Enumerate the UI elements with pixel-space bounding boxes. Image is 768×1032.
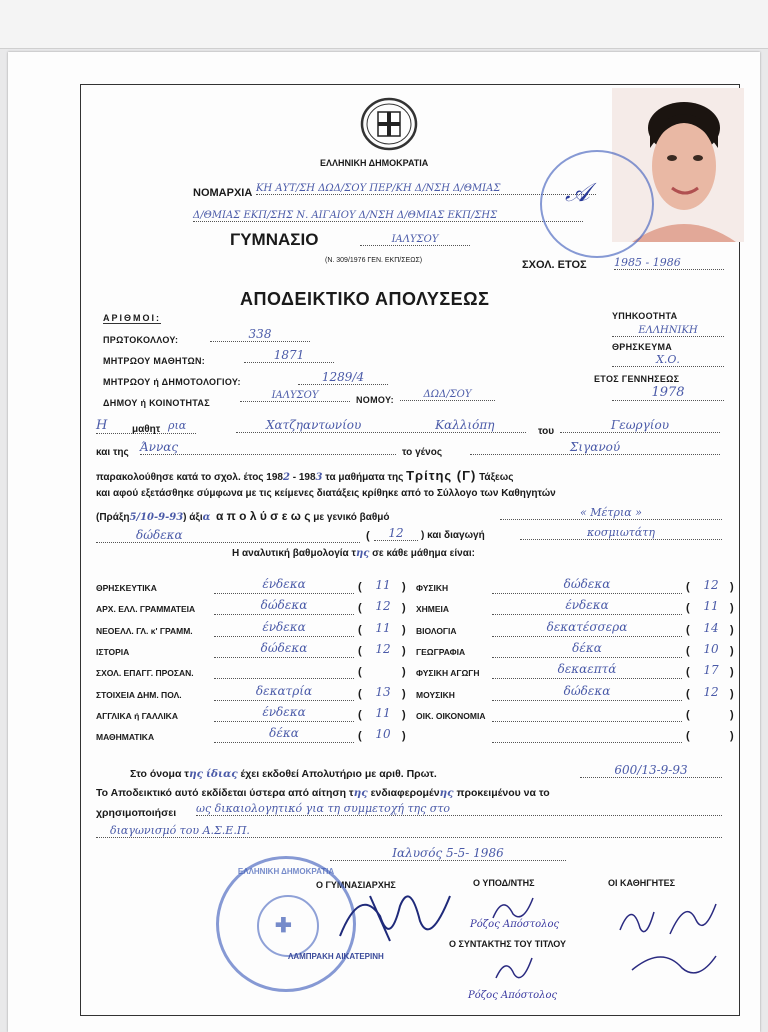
- grade-row: [416, 728, 742, 744]
- analytic-text: Η αναλυτική βαθμολογία τ: [232, 548, 356, 559]
- religion-value: Χ.Ο.: [612, 353, 724, 367]
- student-role: μαθητ: [132, 424, 161, 435]
- prefecture-number-value: ΔΩΔ/ΣΟΥ: [400, 389, 495, 401]
- grade-number: 11: [375, 705, 391, 720]
- father-name: Γεωργίου: [560, 418, 720, 433]
- director-name: ΛΑΜΠΡΑΚΗ ΑΙΚΑΤΕΡΙΝΗ: [288, 952, 384, 961]
- issued-hand-1: ης: [189, 768, 204, 780]
- praxis-value: 5/10-9-93: [129, 512, 184, 523]
- grade-paren-open: (: [686, 623, 690, 636]
- issued-pre: Στο όνομα τ: [130, 768, 189, 780]
- top-strip: [0, 0, 768, 49]
- student-given-name: Καλλιόπη: [435, 418, 495, 432]
- request-hand-2: ης: [439, 787, 454, 799]
- analytic-hand: ης: [355, 548, 370, 559]
- request-line: [96, 787, 550, 799]
- school-year-label: ΣΧΟΛ. ΕΤΟΣ: [522, 259, 587, 271]
- examination-line: και αφού εξετάσθηκε σύμφωνα με τις κείμενες διατάξεις κρίθηκε από το Σύλλογο των Καθηγητών: [96, 488, 556, 499]
- grade-paren-close: ): [730, 623, 734, 636]
- grade-row: [416, 579, 742, 595]
- mother-name: Άννας: [140, 440, 396, 455]
- grade-number-open: (: [366, 530, 370, 542]
- grade-paren-open: (: [358, 708, 362, 721]
- document-title: ΑΠΟΔΕΙΚΤΙΚΟ ΑΠΟΛΥΣΕΩΣ: [240, 289, 490, 309]
- subject-label: ΦΥΣΙΚΗ ΑΓΩΓΗ: [416, 668, 480, 679]
- photo-signature: 𝒜: [565, 178, 590, 208]
- drafter-label: Ο ΣΥΝΤΑΚΤΗΣ ΤΟΥ ΤΙΤΛΟΥ: [449, 939, 567, 949]
- protocol-label: ΠΡΩΤΟΚΟΛΛΟΥ:: [103, 335, 179, 345]
- grade-paren-open: (: [686, 687, 690, 700]
- grade-number: 11: [703, 599, 719, 614]
- municipality-label: ΔΗΜΟΥ ή ΚΟΙΝΟΤΗΤΑΣ: [103, 398, 210, 408]
- grade-paren-close: ): [402, 581, 406, 593]
- with-grade-text: με γενικό βαθμό: [313, 512, 390, 523]
- grade-words: ένδεκα: [214, 705, 354, 722]
- grade-words: ένδεκα: [214, 620, 354, 637]
- praxis-label: (Πράξη: [96, 512, 130, 523]
- subject-label: ΧΗΜΕΙΑ: [416, 604, 450, 615]
- prefecture-label: ΝΟΜΑΡΧΙΑ: [193, 187, 253, 199]
- prefecture-value: ΚΗ ΑΥΤ/ΣΗ ΔΩΔ/ΣΟΥ ΠΕΡ/ΚΗ Δ/ΝΣΗ Δ/ΘΜΙΑΣ: [256, 183, 596, 195]
- grade-paren-open: (: [358, 581, 362, 593]
- grade-row: [96, 579, 414, 595]
- grade-words: ένδεκα: [214, 577, 354, 594]
- grade-paren-close: ): [730, 666, 734, 679]
- school-name: ΙΑΛΥΣΟΥ: [360, 234, 470, 246]
- grade-row: [96, 728, 414, 744]
- subject-label: ΝΕΟΕΛΛ. ΓΛ. κ' ΓΡΑΜΜ.: [96, 625, 193, 636]
- municipality-value: ΙΑΛΥΣΟΥ: [240, 390, 350, 402]
- analytic-line: [232, 548, 475, 559]
- classes-text: τα μαθήματα της: [325, 472, 404, 483]
- seal-cross-icon: ✚: [275, 915, 292, 937]
- subject-label: ΒΙΟΛΟΓΙΑ: [416, 625, 457, 636]
- attended-text: παρακολούθησε κατά το σχολ. έτος 198: [96, 472, 283, 483]
- praxis-close: ): [183, 512, 187, 523]
- attendance-line: [96, 468, 513, 483]
- year-from: 2: [282, 472, 290, 483]
- law-reference: (Ν. 309/1976 ΓΕΝ. ΕΚΠ/ΣΕΩΣ): [325, 257, 423, 264]
- grade-paren-close: ): [730, 644, 734, 657]
- grade-number: 11: [375, 578, 391, 592]
- class-word: Τάξεως: [479, 472, 514, 483]
- request-hand: ης: [353, 787, 368, 799]
- apolysis-text: α π ο λ ύ σ ε ω ς: [215, 509, 311, 523]
- grade-number: 12: [375, 641, 391, 656]
- conduct-label-text: και διαγωγή: [427, 530, 485, 541]
- grade-paren-open: (: [686, 581, 690, 593]
- genos-label: το γένος: [402, 447, 443, 458]
- grade-number: 10: [375, 727, 391, 742]
- subject-label: ΣΧΟΛ. ΕΠΑΓΓ. ΠΡΟΣΑΝ.: [96, 668, 194, 679]
- subject-label: ΑΓΓΛΙΚΑ ή ΓΑΛΛΙΚΑ: [96, 710, 178, 721]
- request-mid: ενδιαφερομέν: [370, 787, 440, 799]
- grade-words: [214, 662, 354, 679]
- grade-row: [416, 683, 742, 702]
- grade-row: [96, 704, 414, 723]
- student-surname: Χατζηαντωνίου: [266, 418, 362, 432]
- use-label: χρησιμοποιήσει: [96, 807, 177, 819]
- grade-row: [96, 683, 414, 702]
- grade-paren-open: (: [358, 623, 362, 636]
- vice-director-name: Ρόζος Απόστολος: [470, 919, 560, 930]
- axi-text: άξι: [189, 512, 203, 523]
- conduct-label: ) και διαγωγή: [421, 530, 485, 541]
- student-prefix-text: Η: [96, 418, 108, 433]
- grade-paren-open: (: [358, 602, 362, 615]
- grade-paren-close: ): [402, 708, 406, 721]
- protocol-value: 338: [210, 327, 310, 342]
- issued-hand-2: ίδιας: [205, 768, 238, 780]
- grade-paren-close: ): [402, 644, 406, 657]
- subject-label: ΙΣΤΟΡΙΑ: [96, 646, 130, 657]
- vice-director-label: Ο ΥΠΟΔ/ΝΤΗΣ: [473, 878, 535, 888]
- teachers-signatures: [612, 890, 722, 990]
- grade-words: δέκα: [214, 726, 354, 743]
- year-to: 3: [315, 472, 323, 483]
- request-pre: Το Αποδεικτικό αυτό εκδίδεται ύστερα από αίτηση τ: [96, 787, 354, 799]
- analytic-end: σε κάθε μάθημα είναι:: [372, 548, 475, 559]
- grade-paren-close: ): [402, 687, 406, 700]
- grade-paren-close: ): [730, 687, 734, 700]
- grade-number: 10: [703, 641, 719, 656]
- grade-paren-close: ): [402, 730, 406, 743]
- grade-row: [416, 600, 742, 616]
- photo-stamp: [540, 150, 654, 258]
- grade-words: δεκαεπτά: [492, 662, 682, 679]
- grade-paren-open: (: [686, 602, 690, 615]
- drafter-signature: [492, 952, 536, 988]
- grade-words: [492, 705, 682, 722]
- subject-label: ΓΕΩΓΡΑΦΙΑ: [416, 646, 466, 657]
- of-label: του: [538, 426, 555, 437]
- prefecture-number-label: ΝΟΜΟΥ:: [356, 395, 394, 405]
- subject-label: ΦΥΣΙΚΗ: [416, 583, 449, 593]
- grade-paren-open: (: [686, 666, 690, 679]
- issued-line: [130, 768, 437, 780]
- subject-label: ΜΑΘΗΜΑΤΙΚΑ: [96, 732, 155, 743]
- use-purpose-2: διαγωνισμό του Α.Σ.Ε.Π.: [96, 824, 722, 838]
- vice-director-signature: [488, 890, 538, 926]
- grade-number: 17: [703, 663, 719, 678]
- grade-words: δέκα: [492, 641, 682, 658]
- grade-number: 12: [703, 578, 719, 592]
- grade-paren-close: ): [402, 602, 406, 615]
- director-label: Ο ΓΥΜΝΑΣΙΑΡΧΗΣ: [316, 880, 396, 890]
- birth-year-value: 1978: [612, 385, 724, 401]
- school-type: ΓΥΜΝΑΣΙΟ: [230, 230, 319, 249]
- grade-words: ένδεκα: [492, 598, 682, 615]
- subject-label: ΘΡΗΣΚΕΥΤΙΚΑ: [96, 583, 157, 593]
- grade-row: [416, 640, 742, 659]
- grade-paren-open: (: [686, 730, 690, 743]
- grade-row: [96, 600, 414, 616]
- student-role-hand: ρια: [168, 419, 187, 432]
- student-reg-label: ΜΗΤΡΩΟΥ ΜΑΘΗΤΩΝ:: [103, 356, 206, 366]
- axi-hand: α: [202, 512, 211, 523]
- conduct-value: κοσμιωτάτη: [520, 526, 722, 540]
- grade-paren-open: (: [358, 666, 362, 679]
- school-year-value: 1985 - 1986: [614, 256, 724, 270]
- grade-words: δώδεκα: [492, 577, 682, 594]
- praxis-line: [96, 509, 390, 523]
- religion-label: ΘΡΗΣΚΕΥΜΑ: [612, 342, 673, 352]
- grade-words: δώδεκα: [214, 641, 354, 658]
- mother-maiden-name: Σιγανού: [470, 440, 720, 455]
- grade-paren-close: ): [730, 708, 734, 721]
- grade-number: 13: [375, 684, 391, 699]
- grade-paren-close: ): [730, 581, 734, 593]
- grade-row: [96, 640, 414, 659]
- grade-paren-close: ): [402, 623, 406, 636]
- grade-number: 12: [375, 599, 391, 614]
- grade-words: δώδεκα: [214, 598, 354, 615]
- issue-date: Ιαλυσός 5-5- 1986: [330, 846, 566, 861]
- director-signature: [330, 876, 460, 956]
- drafter-name: Ρόζος Απόστολος: [468, 990, 558, 1001]
- grade-row: [416, 664, 742, 680]
- grade-row: [416, 619, 742, 638]
- grade-words: δεκατρία: [214, 684, 354, 701]
- grade-row: [96, 664, 414, 680]
- grade-number: 14: [703, 620, 719, 635]
- subject-label: ΜΟΥΣΙΚΗ: [416, 689, 455, 700]
- grade-words-2: δώδεκα: [96, 528, 360, 543]
- subject-label: ΑΡΧ. ΕΛΛ. ΓΡΑΜΜΑΤΕΙΑ: [96, 604, 196, 615]
- grade-paren-open: (: [686, 708, 690, 721]
- grade-row: [416, 707, 742, 723]
- grade-paren-close: ): [730, 730, 734, 743]
- grade-paren-open: (: [358, 730, 362, 743]
- grade-paren-open: (: [686, 644, 690, 657]
- year-dash: - 198: [292, 472, 316, 483]
- issued-number: 600/13-9-93: [580, 763, 722, 778]
- seal-top-text: ΕΛΛΗΝΙΚΗ ΔΗΜΟΚΡΑΤΙΑ: [237, 867, 335, 876]
- class-name: Τρίτης (Γ): [406, 468, 477, 483]
- student-name-field: [236, 418, 526, 433]
- grade-words: δώδεκα: [492, 684, 682, 701]
- subject-label: ΟΙΚ. ΟΙΚΟΝΟΜΙΑ: [416, 710, 486, 721]
- subject-label: ΣΤΟΙΧΕΙΑ ΔΗΜ. ΠΟΛ.: [96, 689, 182, 700]
- use-purpose: ως δικαιολογητικό για τη συμμετοχή της στο: [196, 802, 722, 816]
- grade-row: [96, 619, 414, 638]
- and-label: και της: [96, 447, 129, 458]
- grade-words: « Μέτρια »: [500, 506, 722, 520]
- grade-number: 12: [703, 684, 719, 699]
- request-end: προκειμένου να το: [456, 787, 550, 799]
- grade-words: [492, 726, 682, 743]
- grade-paren-open: (: [358, 687, 362, 700]
- grade-paren-open: (: [358, 644, 362, 657]
- numbers-heading: ΑΡΙΘΜΟΙ:: [103, 313, 161, 323]
- grade-number: 11: [375, 620, 391, 635]
- grade-number: 12: [374, 526, 418, 541]
- direction-value: Δ/ΘΜΙΑΣ ΕΚΠ/ΣΗΣ Ν. ΑΙΓΑΙΟΥ Δ/ΝΣΗ Δ/ΘΜΙΑΣ ΕΚΠ/ΣΗΣ: [193, 210, 583, 222]
- teachers-label: ΟΙ ΚΑΘΗΓΗΤΕΣ: [608, 878, 676, 888]
- republic-heading: ΕΛΛΗΝΙΚΗ ΔΗΜΟΚΡΑΤΙΑ: [320, 158, 429, 168]
- issued-mid: έχει εκδοθεί Απολυτήριο με αριθ. Πρωτ.: [240, 768, 437, 780]
- grade-words: δεκατέσσερα: [492, 620, 682, 637]
- grade-paren-close: ): [730, 602, 734, 615]
- citizenship-label: ΥΠΗΚΟΟΤΗΤΑ: [612, 311, 678, 321]
- citizenship-value: ΕΛΛΗΝΙΚΗ: [612, 325, 724, 337]
- grade-paren-close: ): [402, 666, 406, 679]
- student-reg-value: 1871: [244, 348, 334, 363]
- greek-emblem-icon: [358, 96, 420, 154]
- municipal-reg-label: ΜΗΤΡΩΟΥ ή ΔΗΜΟΤΟΛΟΓΙΟΥ:: [103, 377, 241, 387]
- municipal-reg-value: 1289/4: [298, 370, 388, 385]
- birth-year-label: ΕΤΟΣ ΓΕΝΝΗΣΕΩΣ: [594, 374, 680, 384]
